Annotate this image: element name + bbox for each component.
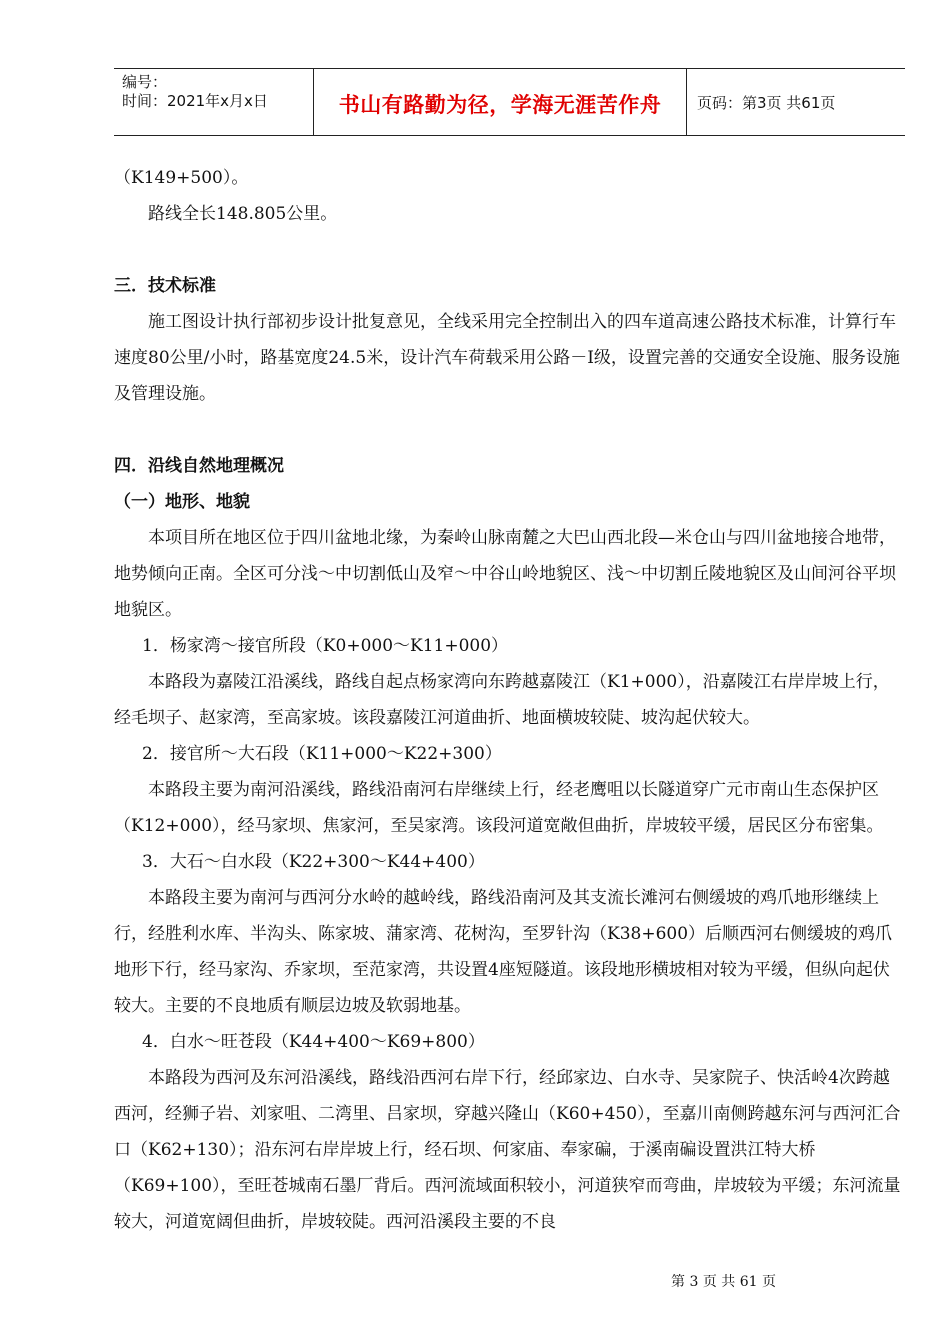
document-body [114, 160, 905, 1240]
paragraph: （K149+500）。 [114, 168, 249, 188]
paragraph: 本项目所在地区位于四川盆地北缘，为秦岭山脉南麓之大巴山西北段—米仓山与四川盆地接合地带，地势倾向正南。全区可分浅～中切割低山及窄～中谷山岭地貌区、浅～中切割丘陵地貌区及山间河谷平坝地貌区。 [114, 528, 896, 620]
paragraph: 本路段为西河及东河沿溪线，路线沿西河右岸下行，经邱家边、白水寺、吴家院子、快活岭4次跨越西河，经狮子岩、刘家咀、二湾里、吕家坝，穿越兴隆山（K60+450），至嘉川南侧跨越东河与西河汇合口（K62+130）；沿东河右岸岸坡上行，经石坝、何家庙、奉家碥，于溪南碥设置洪江特大桥（K69+100），至旺苍城南石墨厂背后。西河流域面积较小，河道狭窄而弯曲，岸坡较为平缓；东河流量较大，河道宽阔但曲折，岸坡较陡。西河沿溪段主要的不良 [114, 1068, 901, 1232]
header-meta-cell [114, 69, 314, 135]
time-label: 时间：2021年x月x日 [122, 92, 268, 110]
segment-heading: 3．大石～白水段（K22+300～K44+400） [142, 852, 485, 872]
header-page-cell [687, 69, 905, 135]
paragraph: 本路段主要为南河沿溪线，路线沿南河右岸继续上行，经老鹰咀以长隧道穿广元市南山生态保护区（K12+000），经马家坝、焦家河，至吴家湾。该段河道宽敞但曲折，岸坡较平缓，居民区分布密集。 [114, 780, 884, 836]
page-label: 页码：第3页 共61页 [697, 94, 836, 112]
segment-heading: 4．白水～旺苍段（K44+400～K69+800） [142, 1032, 485, 1052]
header-table [114, 68, 905, 136]
serial-label: 编号： [122, 73, 168, 91]
footer-page-number: 第 3 页 共 61 页 [671, 1274, 776, 1290]
motto: 书山有路勤为径，学海无涯苦作舟 [338, 93, 662, 117]
paragraph: 本路段为嘉陵江沿溪线，路线自起点杨家湾向东跨越嘉陵江（K1+000），沿嘉陵江右岸岸坡上行，经毛坝子、赵家湾，至高家坡。该段嘉陵江河道曲折、地面横坡较陡、坡沟起伏较大。 [114, 672, 890, 728]
paragraph: 路线全长148.805公里。 [148, 204, 338, 224]
section-heading: 三．技术标准 [114, 276, 216, 296]
segment-heading: 1．杨家湾～接官所段（K0+000～K11+000） [142, 636, 509, 656]
section-heading: 四．沿线自然地理概况 [114, 456, 284, 476]
paragraph: 施工图设计执行部初步设计批复意见，全线采用完全控制出入的四车道高速公路技术标准，计算行车速度80公里/小时，路基宽度24.5米，设计汽车荷载采用公路－Ⅰ级，设置完善的交通安全设施、服务设施及管理设施。 [114, 312, 900, 404]
segment-heading: 2．接官所～大石段（K11+000～K22+300） [142, 744, 502, 764]
subsection-heading: （一）地形、地貌 [114, 492, 250, 512]
paragraph: 本路段主要为南河与西河分水岭的越岭线，路线沿南河及其支流长滩河右侧缓坡的鸡爪地形继续上行，经胜利水库、半沟头、陈家坡、蒲家湾、花树沟，至罗针沟（K38+600）后顺西河右侧缓坡的鸡爪地形下行，经马家沟、乔家坝，至范家湾，共设置4座短隧道。该段地形横坡相对较为平缓，但纵向起伏较大。主要的不良地质有顺层边坡及软弱地基。 [114, 888, 893, 1016]
header-motto-cell [314, 69, 687, 135]
